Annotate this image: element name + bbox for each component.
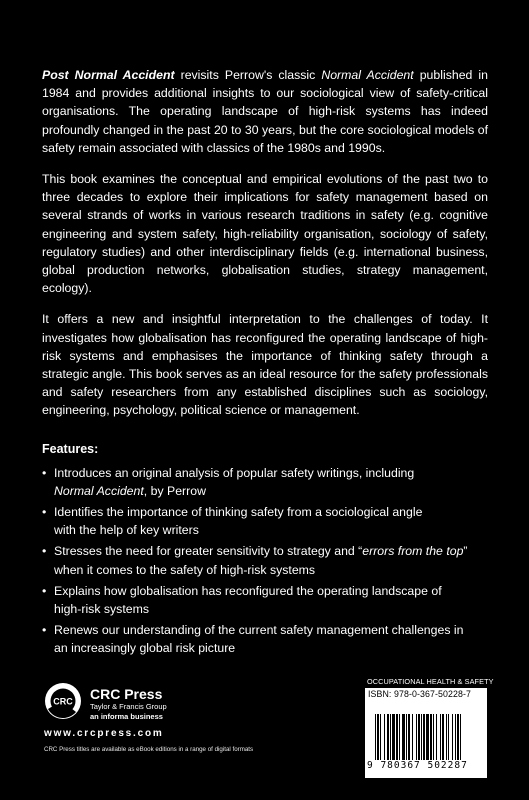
barcode-bar <box>384 714 385 760</box>
barcode-bar <box>390 714 391 760</box>
back-cover-description <box>42 66 488 661</box>
barcode-bar <box>380 714 381 760</box>
barcode-bar <box>377 714 379 760</box>
feature-item: • Introduces an original analysis of popular safety writings, including Normal Accident, by Perrow <box>42 465 415 498</box>
features-list <box>42 464 488 658</box>
referenced-book-title: Normal Accident <box>321 68 414 82</box>
description-paragraph-1: Post Normal Accident revisits Perrow's classic Normal Accident published in 1984 and provides additional insights to our sociological view of safety-critical organisations. The operating landscape of high-risk systems has indeed profoundly changed in the past 20 to 30 years, but the core sociological models of safety remain associated with classics of the 1980s and 1990s. <box>42 68 488 155</box>
barcode-bar <box>421 714 422 760</box>
cover-footer <box>0 660 529 800</box>
description-paragraph-3: It offers a new and insightful interpretation to the challenges of today. It investigates how globalisation has reconfigured the operating landscape of high-risk systems and emphasises the importance of thinking safety through a strategic angle. This book serves as an ideal resource for the safety professionals and safety researchers from any established disciplines such as sociology, engineering, psychology, political science or management. <box>42 312 488 418</box>
barcode-bar <box>392 714 395 760</box>
barcode-bar <box>433 714 434 760</box>
feature-item: • Stresses the need for greater sensitivity to strategy and “errors from the top” when it comes to the safety of high-risk systems <box>42 544 468 577</box>
crc-press-logo-icon <box>44 682 82 720</box>
barcode-bar <box>387 714 389 760</box>
publisher-url[interactable]: www.crcpress.com <box>44 728 164 739</box>
publisher-tagline: an informa business <box>90 712 163 721</box>
publisher-group: Taylor & Francis Group <box>90 702 167 711</box>
book-title: Post Normal Accident <box>42 68 175 82</box>
publisher-name: CRC Press <box>90 686 163 702</box>
barcode-bar <box>396 714 398 760</box>
barcode-bar <box>412 714 413 760</box>
barcode-bar <box>446 714 447 760</box>
ebook-note: CRC Press titles are available as eBook editions in a range of digital formats <box>44 746 254 753</box>
barcode-box <box>365 688 487 778</box>
barcode-bar <box>426 714 429 760</box>
barcode-bar <box>452 714 453 760</box>
barcode-bar <box>402 714 405 760</box>
bullet-icon: • <box>42 544 47 559</box>
barcode-bar <box>418 714 420 760</box>
barcode-bar <box>457 714 459 760</box>
feature-item: • Identifies the importance of thinking safety from a sociological angle with the help of key writers <box>42 505 423 538</box>
barcode-bar <box>408 714 410 760</box>
isbn-label: ISBN: 978-0-367-50228-7 <box>368 689 472 699</box>
bullet-icon: • <box>42 465 47 480</box>
barcode-digits: 9 780367 502287 <box>367 760 468 771</box>
bullet-icon: • <box>42 623 47 638</box>
barcode-bar <box>440 714 441 760</box>
barcode-icon <box>375 714 477 760</box>
features-heading: Features: <box>42 441 99 456</box>
barcode-bar <box>430 714 432 760</box>
logo-text: CRC <box>53 696 73 707</box>
barcode-bar <box>406 714 407 760</box>
barcode-bar <box>436 714 437 760</box>
bullet-icon: • <box>42 583 47 598</box>
barcode-bar <box>455 714 456 760</box>
barcode-bar <box>448 714 449 760</box>
description-paragraph-2: This book examines the conceptual and empirical evolutions of the past two to three decades to explore their implications for safety management based on several strands of works in various research traditions in safety (e.g. cognitive engineering and system safety, high-reliability organisation, sociology of safety, regulatory studies) and other interdisciplinary fields (e.g. international business, global production networks, globalisation studies, strategy management, ecology). <box>42 172 488 296</box>
bullet-icon: • <box>42 505 47 520</box>
barcode-bar <box>460 714 461 760</box>
barcode-bar <box>423 714 425 760</box>
subject-category: OCCUPATIONAL HEALTH & SAFETY <box>367 677 494 686</box>
barcode-bar <box>442 714 444 760</box>
barcode-bar <box>375 714 376 760</box>
publisher-brand <box>90 686 167 722</box>
feature-item: • Explains how globalisation has reconfigured the operating landscape of high-risk systems <box>42 583 442 617</box>
feature-item: • Renews our understanding of the current safety management challenges in an increasingly global risk picture <box>42 623 464 656</box>
barcode-bar <box>416 714 417 760</box>
barcode-bar <box>399 714 400 760</box>
